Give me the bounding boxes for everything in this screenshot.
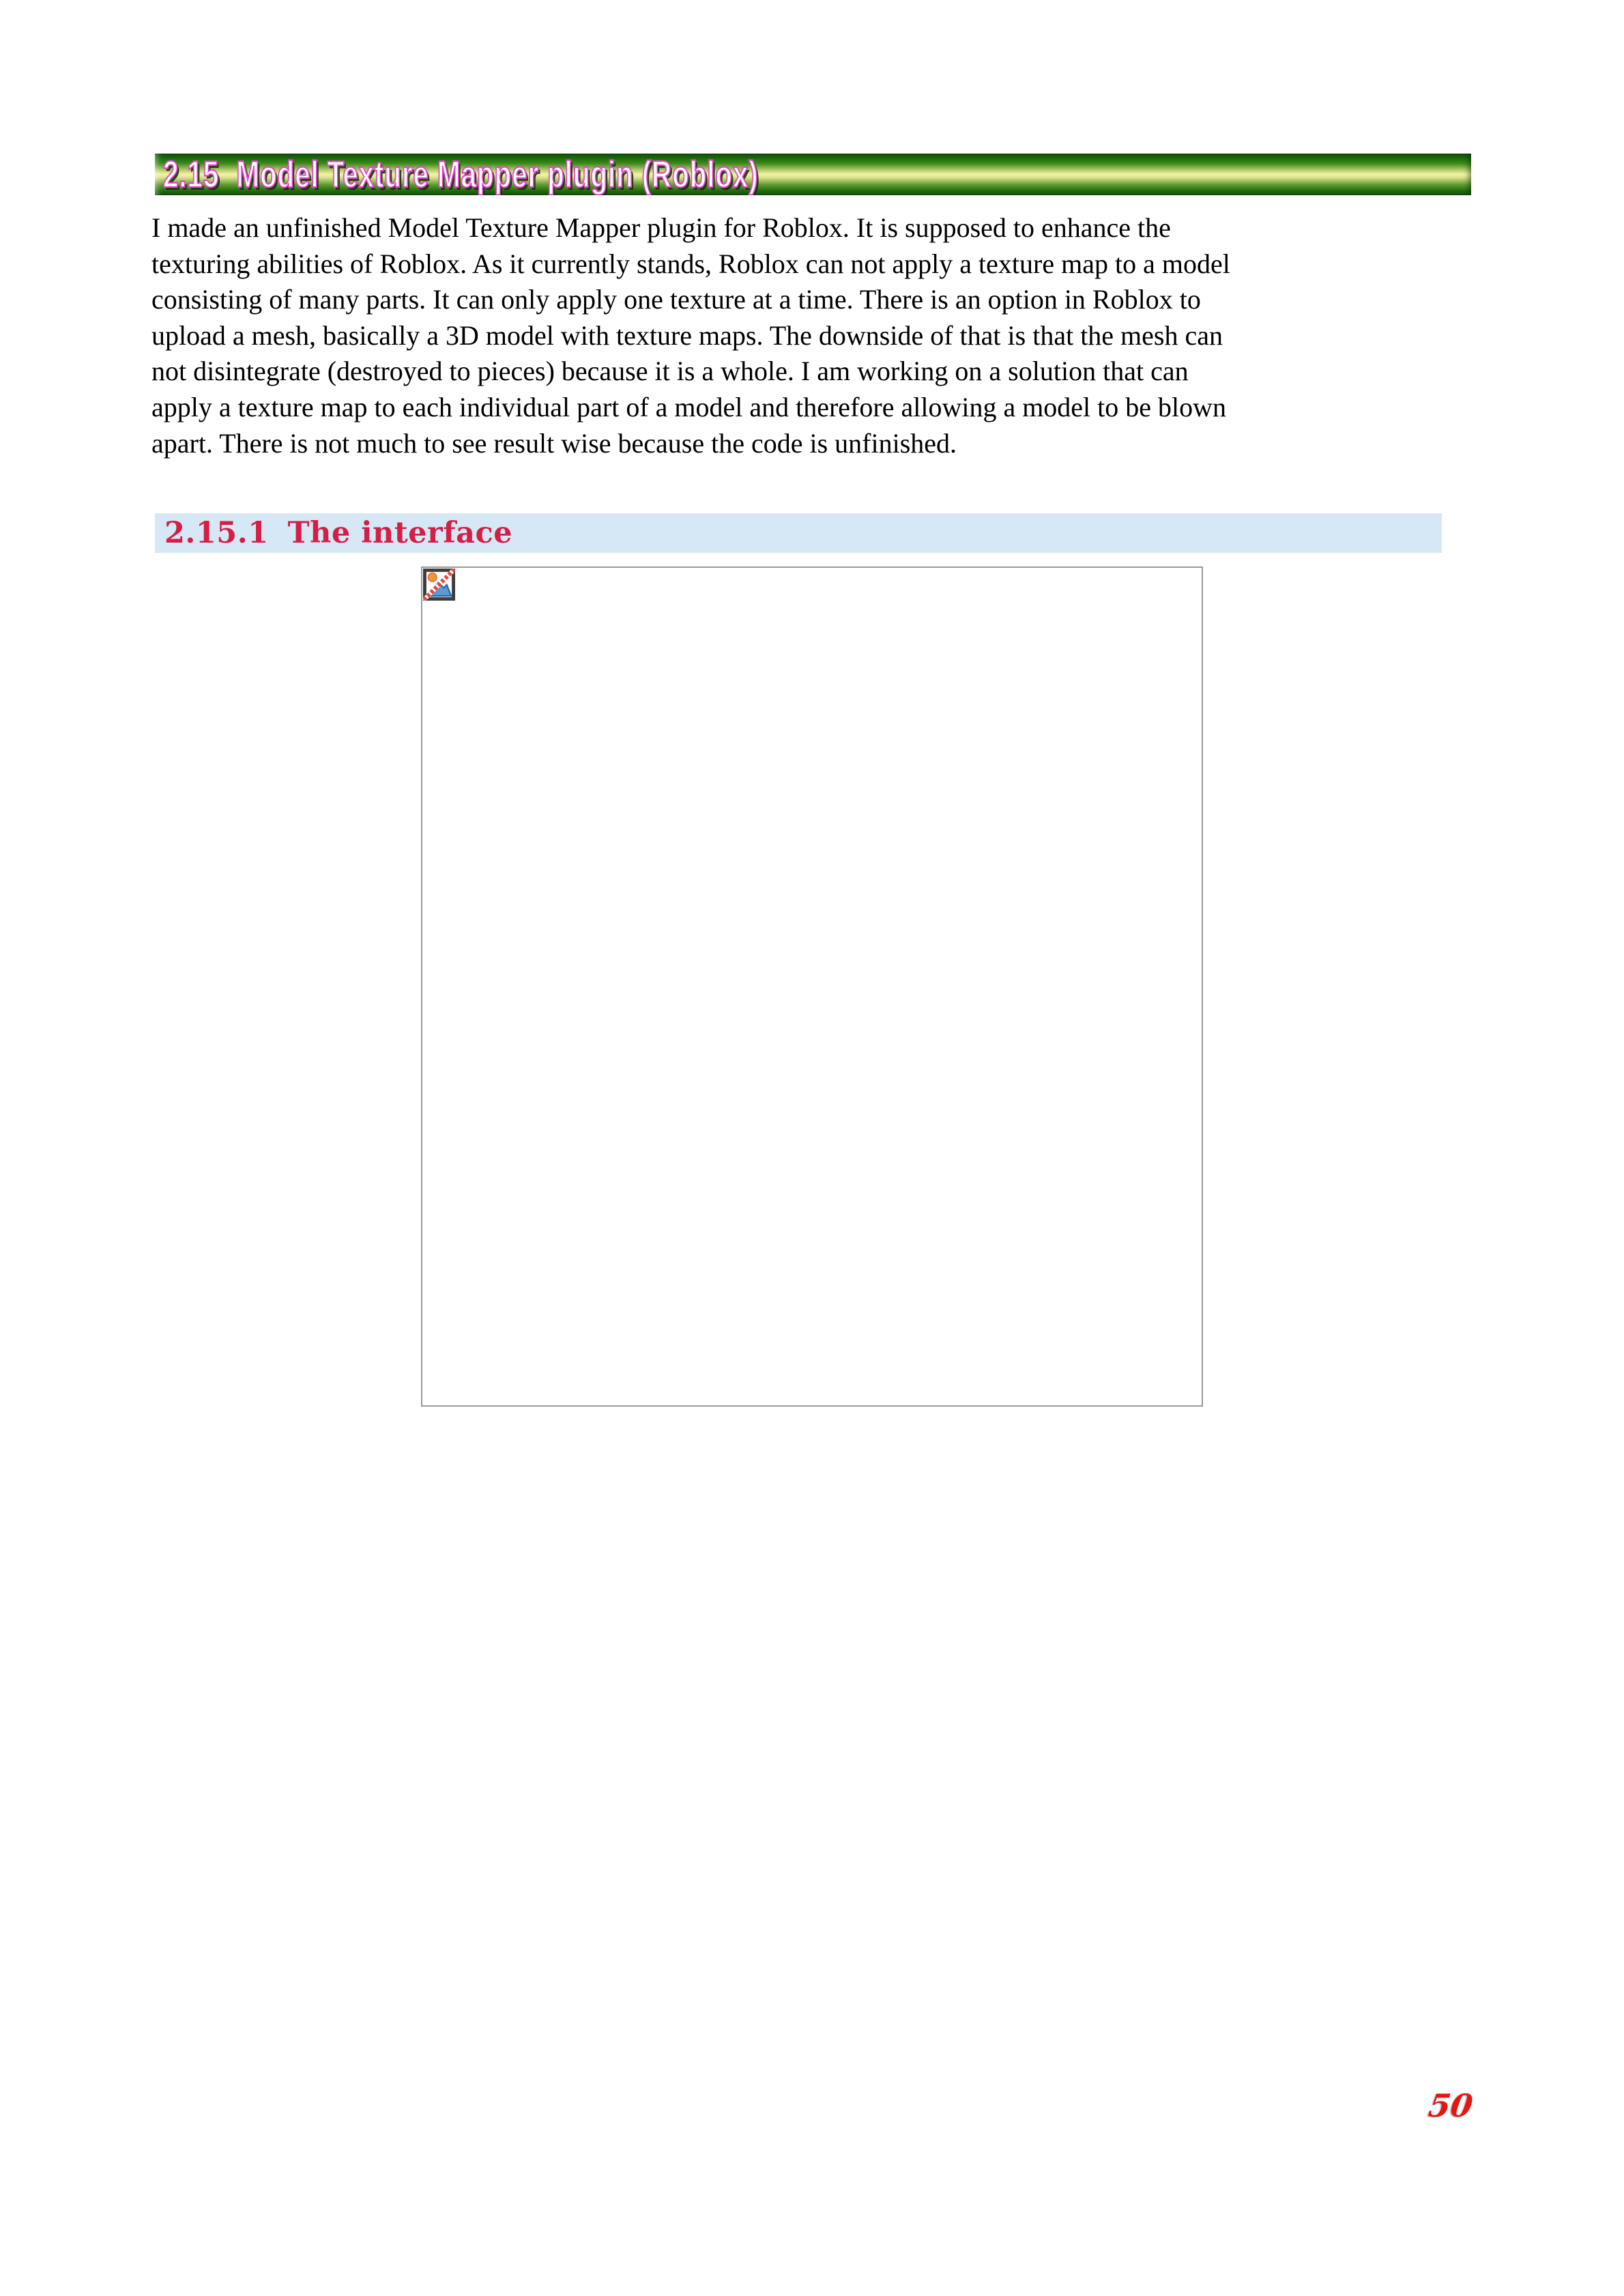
subsection-heading-bar xyxy=(155,513,1442,553)
section-heading xyxy=(155,154,758,195)
body-text-line: upload a mesh, basically a 3D model with texture maps. The downside of that is that the mesh can xyxy=(151,319,1223,351)
broken-image-icon xyxy=(423,569,455,601)
section-title: Model Texture Mapper plugin (Roblox) xyxy=(236,154,759,195)
body-text-line: consisting of many parts. It can only apply one texture at a time. There is an option in Roblox to xyxy=(151,284,1201,315)
body-text-line: apply a texture map to each individual part of a model and therefore allowing a model to be blown xyxy=(151,391,1227,422)
section-paragraph xyxy=(151,210,1471,461)
body-text-line: I made an unfinished Model Texture Mapper plugin for Roblox. It is supposed to enhance the xyxy=(151,212,1171,243)
section-number: 2.15 xyxy=(162,154,220,195)
body-text-line: apart. There is not much to see result wise because the code is unfinished. xyxy=(151,427,957,459)
subsection-number: 2.15.1 xyxy=(164,516,269,550)
subsection-title: The interface xyxy=(287,516,513,550)
page-number: 50 xyxy=(1426,2087,1475,2124)
body-text-line: texturing abilities of Roblox. As it currently stands, Roblox can not apply a texture map to a model xyxy=(151,248,1230,279)
subsection-heading xyxy=(155,516,512,550)
section-heading-banner xyxy=(155,154,1471,195)
body-text-line: not disintegrate (destroyed to pieces) because it is a whole. I am working on a solution that can xyxy=(151,356,1189,387)
figure-placeholder xyxy=(421,566,1203,1407)
